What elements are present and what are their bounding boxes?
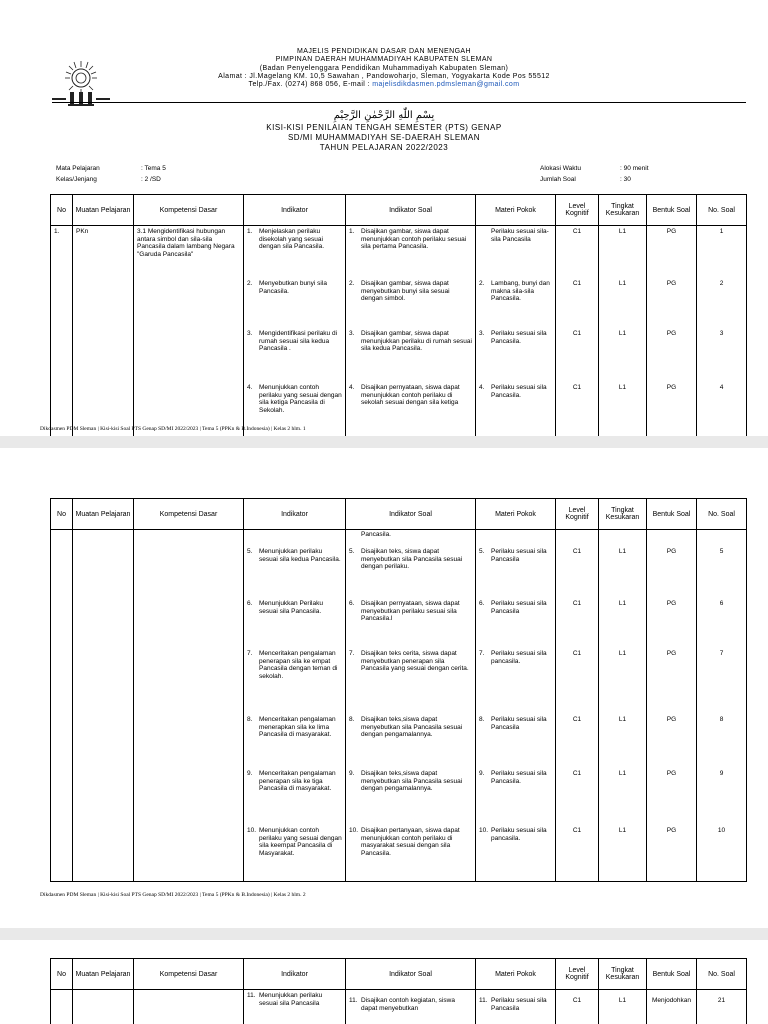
indikator-item <box>247 548 342 563</box>
no-soal-cell: 2 <box>719 280 724 287</box>
indikator-soal-text: Disajikan gambar, siswa dapat menyebutkan bunyi sila sesuai dengan simbol. <box>361 280 450 303</box>
indikator-item <box>247 228 342 251</box>
materi-text: Perilaku sesuai sila Pancasila. <box>491 384 547 399</box>
letterhead-address: Alamat : Jl.Magelang KM. 10,5 Sawahan , Pandowoharjo, Sleman, Yogyakarta Kode Pos 55512 <box>218 72 550 80</box>
table-body-row <box>51 990 747 1024</box>
meta-subject-value: : Tema 5 <box>141 165 166 172</box>
indikator-number: 1. <box>247 228 253 235</box>
indikator-text: Menunjukkan contoh perilaku yang sesuai dengan sila ketiga Pancasila di Sekolah. <box>259 384 342 414</box>
no-soal-cell: 21 <box>717 997 726 1004</box>
col-header-level: Level Kognitif <box>556 959 599 990</box>
table-body-row <box>51 226 747 437</box>
meta-subject-label: Mata Pelajaran <box>56 165 100 172</box>
indikator-soal-number: 1. <box>349 228 355 235</box>
indikator-number: 11. <box>247 992 256 999</box>
indikator-number: 6. <box>247 600 253 607</box>
materi-item <box>479 330 552 345</box>
indikator-soal-text: Disajikan gambar, siswa dapat menunjukkan contoh perilaku sesuai sila pertama Pancasila. <box>361 228 467 251</box>
materi-text: Perilaku sesuai sila Pancasila <box>491 997 547 1012</box>
col-header-muatan: Muatan Pelajaran <box>73 499 134 530</box>
meta-count-value: : 30 <box>620 175 631 183</box>
level-cell: C1 <box>572 330 582 337</box>
table-header-row <box>51 499 747 530</box>
col-header-indikator: Indikator <box>244 195 346 226</box>
bentuk-cell: PG <box>666 228 677 235</box>
col-header-indikator: Indikator <box>244 959 346 990</box>
bentuk-cell: PG <box>666 770 677 777</box>
materi-item <box>479 384 552 399</box>
no-soal-cell: 5 <box>719 548 724 555</box>
indikator-soal-number: 9. <box>349 770 355 777</box>
no-soal-cell: 3 <box>719 330 724 337</box>
indikator-number: 4. <box>247 384 253 391</box>
page-footer-2: Dikdasmen PDM Sleman | Kisi-kisi Soal PTS Genap SD/MI 2022/2023 | Tema 5 (PPKn & B.Indonesia) | Kelas 2 hlm. 2 <box>40 892 306 898</box>
indikator-soal-text: Disajikan teks, siswa dapat menyebutkan sila Pancasila sesuai dengan perilaku. <box>361 548 463 571</box>
col-header-bentuk: Bentuk Soal <box>647 959 697 990</box>
bentuk-cell: PG <box>666 548 677 555</box>
indikator-soal-item <box>349 228 472 251</box>
tingkat-cell: L1 <box>618 600 627 607</box>
basmalah: بِسْمِ اللّٰهِ الرَّحْمٰنِ الرَّحِيْمِ <box>333 110 435 121</box>
tingkat-cell: L1 <box>618 330 627 337</box>
col-header-no: No <box>51 959 73 990</box>
bentuk-cell: PG <box>666 716 677 723</box>
col-header-indikator: Indikator <box>244 499 346 530</box>
document-page-1 <box>0 0 768 436</box>
col-header-bentuk: Bentuk Soal <box>647 195 697 226</box>
document-page-2 <box>0 448 768 928</box>
indikator-soal-item <box>349 548 472 571</box>
materi-item <box>479 600 552 615</box>
indikator-item <box>247 650 342 680</box>
materi-item <box>479 548 552 563</box>
indikator-soal-item <box>349 650 472 673</box>
indikator-item <box>247 827 342 857</box>
col-header-indikator-soal: Indikator Soal <box>346 959 476 990</box>
bentuk-cell: Menjodohkan <box>651 997 692 1004</box>
indikator-soal-number: 5. <box>349 548 355 555</box>
letterhead-divider <box>52 102 746 103</box>
meta-class-value: : 2 /SD <box>141 175 161 183</box>
materi-number: 7. <box>479 650 485 657</box>
indikator-number: 9. <box>247 770 253 777</box>
letterhead <box>0 48 768 89</box>
col-header-tingkat: Tingkat Kesukaran <box>599 195 647 226</box>
indikator-soal-item <box>349 770 472 793</box>
materi-number: 2. <box>479 280 485 287</box>
level-cell: C1 <box>572 228 582 235</box>
materi-number: 10. <box>479 827 489 834</box>
indikator-soal-text: Disajikan teks,siswa dapat menyebutkan sila Pancasila sesuai dengan pengamalannya. <box>361 716 463 739</box>
indikator-item <box>247 600 342 615</box>
materi-text: Perilaku sesuai sila Pancasila. <box>491 330 547 345</box>
tingkat-cell: L1 <box>618 716 627 723</box>
table-header-row <box>51 959 747 990</box>
no-soal-cell: 6 <box>719 600 724 607</box>
tingkat-cell: L1 <box>618 997 627 1004</box>
col-header-nosoal: No. Soal <box>697 195 747 226</box>
indikator-soal-text: Disajikan pernyataan, siswa dapat menyebutkan perilaku sesuai sila Pancasila.l <box>361 600 460 623</box>
indikator-soal-number: 3. <box>349 330 355 337</box>
indikator-item <box>247 280 342 295</box>
materi-item <box>479 280 552 303</box>
indikator-soal-item <box>349 280 472 303</box>
level-cell: C1 <box>572 384 582 391</box>
indikator-item <box>247 384 342 414</box>
level-cell: C1 <box>572 716 582 723</box>
indikator-soal-item <box>349 330 472 353</box>
materi-item <box>479 997 552 1012</box>
indikator-soal-item <box>349 827 472 857</box>
tingkat-cell: L1 <box>618 384 627 391</box>
indikator-soal-text: Disajikan contoh kegiatan, siswa dapat menyebutkan <box>361 997 455 1012</box>
indikator-soal-number: 10. <box>349 827 359 834</box>
tingkat-cell: L1 <box>618 280 627 287</box>
materi-item <box>479 770 552 785</box>
meta-time-value: : 90 menit <box>620 165 649 172</box>
col-header-muatan: Muatan Pelajaran <box>73 959 134 990</box>
col-header-kd: Kompetensi Dasar <box>134 499 244 530</box>
indikator-text: Menceritakan pengalaman menerapkan sila ke lima Pancasila di masyarakat. <box>259 716 336 739</box>
indikator-text: Menunjukkan perilaku sesuai sila Pancasila <box>259 992 323 1007</box>
kisi-table-page-3 <box>50 958 747 1024</box>
indikator-text: Menunjukkan perilaku sesuai sila kedua Pancasila. <box>259 548 341 563</box>
email-link[interactable]: majelisdikdasmen.pdmsleman@gmail.com <box>372 81 520 89</box>
meta-class-label: Kelas/Jenjang <box>56 175 97 183</box>
title-line-2: SD/MI MUHAMMADIYAH SE-DAERAH SLEMAN <box>287 133 481 142</box>
meta-count-label: Jumlah Soal <box>540 175 576 183</box>
level-cell: C1 <box>572 997 582 1004</box>
tingkat-cell: L1 <box>618 548 627 555</box>
col-header-no: No <box>51 499 73 530</box>
kd-cell: 3.1 Mengidentifikasi hubungan antara simbol dan sila-sila Pancasila dalam lambang Negara "Garuda Pancasila" <box>137 228 235 258</box>
kisi-table-page-1 <box>50 194 747 436</box>
indikator-text: Menyebutkan bunyi sila Pancasila. <box>259 280 327 295</box>
page-footer-1: Dikdasmen PDM Sleman | Kisi-kisi Soal PTS Genap SD/MI 2022/2023 | Tema 5 (PPKn & B.Indonesia) | Kelas 2 hlm. 1 <box>40 426 306 432</box>
indikator-number: 7. <box>247 650 253 657</box>
letterhead-line-3: (Badan Penyelenggara Pendidikan Muhammadiyah Kabupaten Sleman) <box>259 64 509 72</box>
indikator-item <box>247 992 342 1007</box>
materi-number: 9. <box>479 770 485 777</box>
indikator-soal-text: Disajikan gambar, siswa dapat menunjukkan perilaku di rumah sesuai sila kedua Pancasila. <box>361 330 472 353</box>
tingkat-cell: L1 <box>618 650 627 657</box>
level-cell: C1 <box>572 827 582 834</box>
bentuk-cell: PG <box>666 384 677 391</box>
indikator-text: Menunjukkan Perilaku sesuai sila Pancasila. <box>259 600 323 615</box>
indikator-soal-number: 6. <box>349 600 355 607</box>
kisi-table-page-2 <box>50 498 747 882</box>
indikator-soal-item <box>349 716 472 739</box>
tingkat-cell: L1 <box>618 770 627 777</box>
indikator-soal-text: Disajikan pertanyaan, siswa dapat menunjukkan contoh perilaku di masyarakat sesuai dengan sila Pancasila. <box>361 827 460 857</box>
table-body-row <box>51 530 747 882</box>
indikator-text: Menjelaskan perilaku disekolah yang sesuai dengan sila Pancasila. <box>259 228 325 251</box>
materi-number: 6. <box>479 600 485 607</box>
indikator-soal-text: Disajikan teks,siswa dapat menyebutkan sila Pancasila sesuai dengan pengamalannya. <box>361 770 463 793</box>
level-cell: C1 <box>572 548 582 555</box>
indikator-soal-number: 11. <box>349 997 358 1004</box>
row-number: 1. <box>54 228 60 235</box>
indikator-item <box>247 770 342 793</box>
col-header-indikator-soal: Indikator Soal <box>346 499 476 530</box>
materi-item <box>479 228 552 243</box>
document-page-3 <box>0 940 768 1024</box>
bentuk-cell: PG <box>666 827 677 834</box>
materi-item <box>479 650 552 665</box>
col-header-tingkat: Tingkat Kesukaran <box>599 499 647 530</box>
indikator-soal-item <box>349 997 472 1012</box>
indikator-soal-text: Disajikan teks cerita, siswa dapat menyebutkan penerapan sila Pancasila yang sesuai dengan cerita. <box>361 650 469 673</box>
title-line-1: KISI-KISI PENILAIAN TENGAH SEMESTER (PTS) GENAP <box>266 123 502 132</box>
bentuk-cell: PG <box>666 330 677 337</box>
materi-text: Perilaku sesuai sila Pancasila <box>491 600 547 615</box>
indikator-number: 8. <box>247 716 253 723</box>
col-header-materi: Materi Pokok <box>476 959 556 990</box>
materi-item <box>479 827 552 842</box>
indikator-number: 10. <box>247 827 257 834</box>
tingkat-cell: L1 <box>618 827 627 834</box>
level-cell: C1 <box>572 280 582 287</box>
indikator-soal-text: Disajikan pernyataan, siswa dapat menunjukkan contoh perilaku di sekolah sesuai dengan sila ketiga <box>361 384 460 407</box>
materi-text: Perilaku sesuai sila pancasila. <box>491 650 547 665</box>
indikator-soal-number: 7. <box>349 650 355 657</box>
indikator-text: Menceritakan pengalaman penerapan sila ke tiga Pancasila di masyarakat. <box>259 770 336 793</box>
meta-time-label: Alokasi Waktu <box>540 165 581 172</box>
col-header-level: Level Kognitif <box>556 195 599 226</box>
col-header-muatan: Muatan Pelajaran <box>73 195 134 226</box>
title-line-3: TAHUN PELAJARAN 2022/2023 <box>319 143 449 152</box>
materi-text: Perilaku sesuai sila-sila Pancasila <box>491 228 549 243</box>
col-header-bentuk: Bentuk Soal <box>647 499 697 530</box>
materi-text: Perilaku sesuai sila Pancasila <box>491 548 547 563</box>
indikator-number: 2. <box>247 280 253 287</box>
bentuk-cell: PG <box>666 600 677 607</box>
indikator-soal-item <box>349 384 472 407</box>
no-soal-cell: 4 <box>719 384 724 391</box>
materi-number: 4. <box>479 384 485 391</box>
indikator-text: Menunjukkan contoh perilaku yang sesuai dengan sila keempat Pancasila di Masyarakat. <box>259 827 342 857</box>
materi-number: 11. <box>479 997 488 1004</box>
indikator-soal-number: 4. <box>349 384 355 391</box>
letterhead-line-2: PIMPINAN DAERAH MUHAMMADIYAH KABUPATEN SLEMAN <box>275 56 493 64</box>
no-soal-cell: 10 <box>717 827 726 834</box>
indikator-item <box>247 716 342 739</box>
bentuk-cell: PG <box>666 280 677 287</box>
indikator-text: Mengidentifikasi perilaku di rumah sesuai sila kedua Pancasila . <box>259 330 338 353</box>
indikator-soal-number: 8. <box>349 716 355 723</box>
tingkat-cell: L1 <box>618 228 627 235</box>
continuation-text: Pancasila. <box>361 531 391 538</box>
level-cell: C1 <box>572 770 582 777</box>
materi-text: Perilaku sesuai sila Pancasila <box>491 716 547 731</box>
col-header-level: Level Kognitif <box>556 499 599 530</box>
no-soal-cell: 8 <box>719 716 724 723</box>
col-header-no: No <box>51 195 73 226</box>
col-header-tingkat: Tingkat Kesukaran <box>599 959 647 990</box>
materi-number: 3. <box>479 330 485 337</box>
indikator-soal-number: 2. <box>349 280 355 287</box>
col-header-materi: Materi Pokok <box>476 195 556 226</box>
indikator-soal-item <box>349 600 472 623</box>
no-soal-cell: 7 <box>719 650 724 657</box>
level-cell: C1 <box>572 650 582 657</box>
materi-text: Perilaku sesuai sila pancasila. <box>491 827 547 842</box>
col-header-kd: Kompetensi Dasar <box>134 959 244 990</box>
level-cell: C1 <box>572 600 582 607</box>
indikator-number: 3. <box>247 330 253 337</box>
letterhead-contact <box>0 81 768 89</box>
meta-left <box>54 163 171 186</box>
materi-item <box>479 716 552 731</box>
table-header-row <box>51 195 747 226</box>
materi-text: Lambang, bunyi dan makna sila-sila Pancasila. <box>491 280 550 303</box>
indikator-text: Menceritakan pengalaman penerapan sila ke empat Pancasila dengan teman di sekolah. <box>259 650 338 680</box>
letterhead-line-1: MAJELIS PENDIDIKAN DASAR DAN MENENGAH <box>297 48 471 55</box>
col-header-kd: Kompetensi Dasar <box>134 195 244 226</box>
materi-text: Perilaku sesuai sila Pancasila. <box>491 770 547 785</box>
letterhead-phone: Telp./Fax. (0274) 868 056, E-mail : <box>248 81 373 89</box>
col-header-nosoal: No. Soal <box>697 499 747 530</box>
indikator-number: 5. <box>247 548 253 555</box>
muatan-cell: PKn <box>76 228 89 235</box>
materi-number: 8. <box>479 716 485 723</box>
col-header-materi: Materi Pokok <box>476 499 556 530</box>
document-title <box>0 123 768 153</box>
materi-number: 5. <box>479 548 485 555</box>
no-soal-cell: 1 <box>719 228 724 235</box>
col-header-indikator-soal: Indikator Soal <box>346 195 476 226</box>
indikator-item <box>247 330 342 353</box>
meta-right <box>538 163 654 186</box>
no-soal-cell: 9 <box>719 770 724 777</box>
col-header-nosoal: No. Soal <box>697 959 747 990</box>
bentuk-cell: PG <box>666 650 677 657</box>
